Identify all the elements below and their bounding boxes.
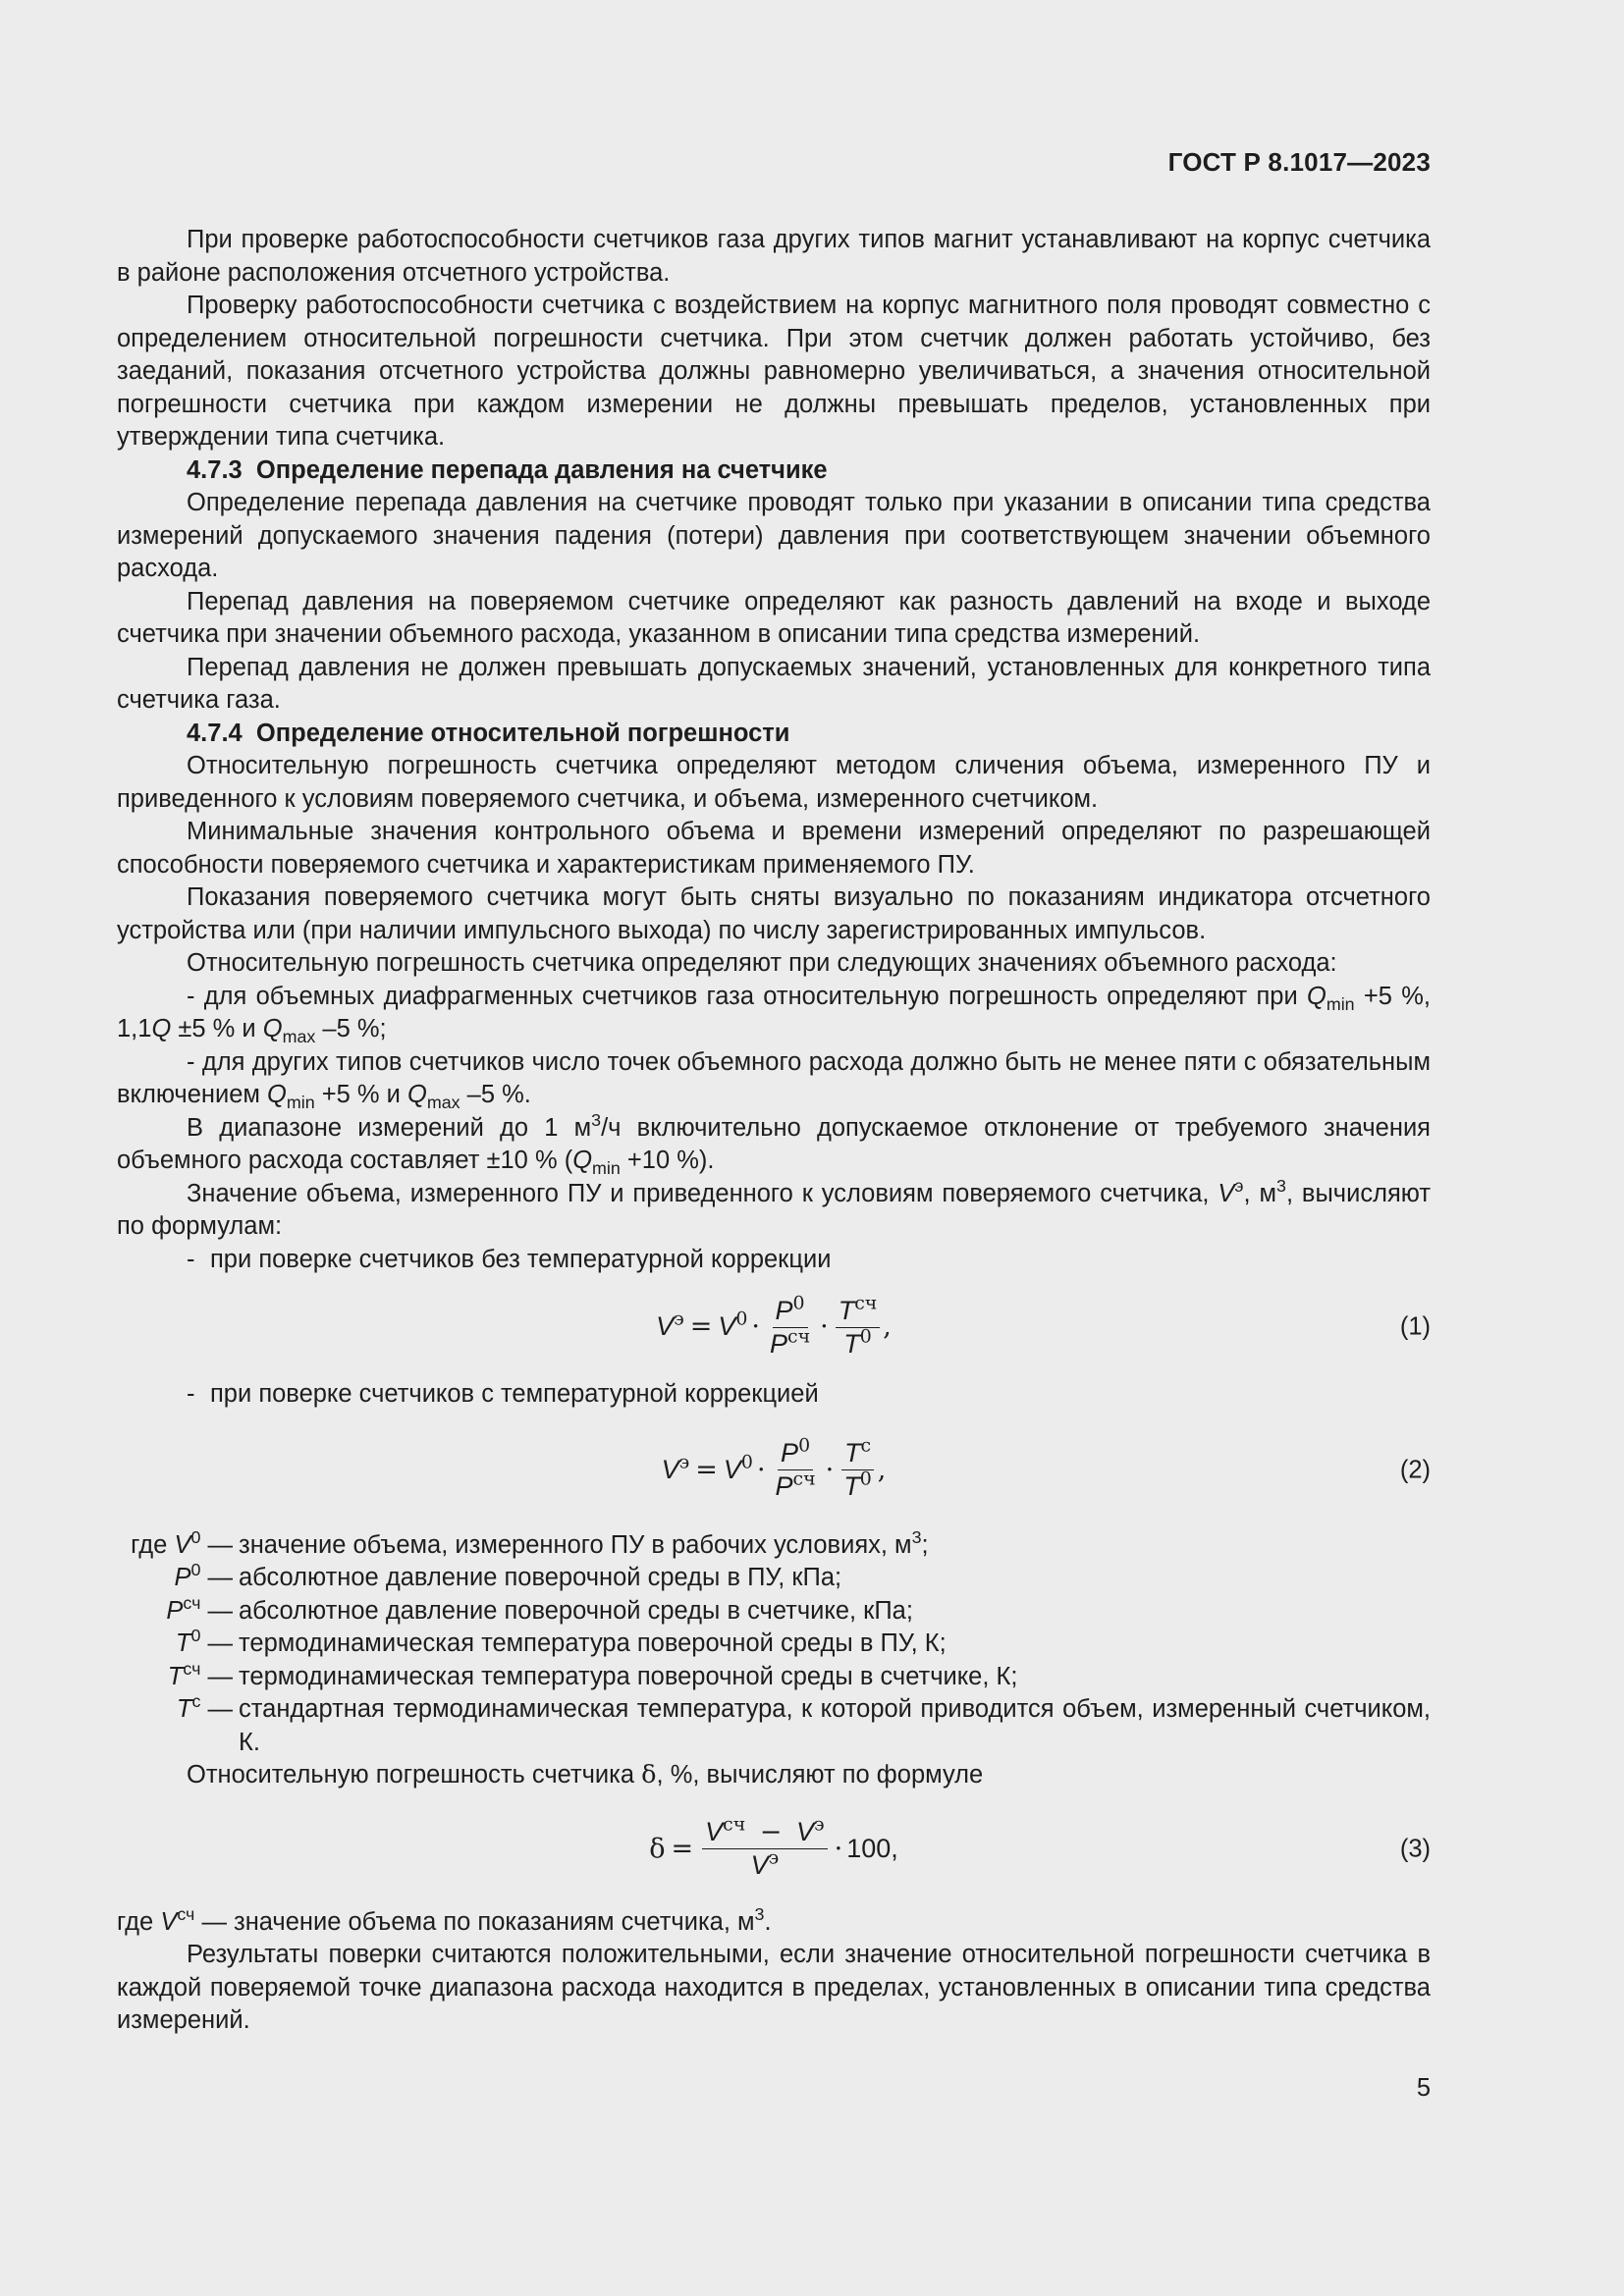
definition-row: где $V^{сч}$ — значение объема по показаниям счетчика, $м^3$. <box>117 1903 772 1936</box>
paragraph: Перепад давления на поверяемом счетчике определяют как разность давлений на входе и выходе счетчика при значении объемного расхода, указанном в описании типа средства измерений. <box>117 587 1431 648</box>
formula-number: (3) <box>1399 1834 1431 1862</box>
document-number: ГОСТ Р 8.1017—2023 <box>1167 147 1431 177</box>
paragraph: Результаты поверки считаются положительными, если значение относительной погрешности счетчика в каждой поверяемой точке диапазона расхода находится в пределах, установленных в описании типа средства измерений. <box>117 1941 1431 2034</box>
definition-row: $T^{сч}$ — термодинамическая температура поверочной среды в счетчике, К; <box>167 1658 1018 1690</box>
section-heading-4-7-4 <box>117 718 1431 751</box>
paragraph: Проверку работоспособности счетчика с воздействием на корпус магнитного поля проводят совместно с определением относительной погрешности счетчика. При этом счетчик должен работать устойчиво, без заеданий, показания отсчетного устройства должны равномерно увеличиваться, а значения относительной погрешности счетчика при каждом измерении не должны превышать пределов, установленных при утверждении типа счетчика. <box>117 292 1431 451</box>
definition-row: $P^{сч}$ — абсолютное давление поверочной среды в счетчике, кПа; <box>166 1592 913 1625</box>
paragraph: Относительную погрешность счетчика δ, %, вычисляют по формуле <box>187 1760 984 1789</box>
paragraph: При проверке работоспособности счетчиков газа других типов магнит устанавливают на корпус счетчика в районе расположения отсчетного устройства. <box>117 226 1431 287</box>
formula-3: δ = $\frac{V^{сч} - V^э}{V^э}$ · 100, (3) <box>649 1813 1431 1880</box>
section-title: Определение относительной погрешности <box>255 719 790 747</box>
formula-1: $V^э$ = $V^0$ · $\frac{P^0}{P^{сч}}$ · $\frac{T^{сч}}{T^0}$ , (1) <box>656 1292 1431 1359</box>
page-number: 5 <box>1416 2074 1431 2102</box>
section-number: 4.7.3 <box>187 455 243 484</box>
definition-row: $P^0$ — абсолютное давление поверочной среды в ПУ, кПа; <box>174 1560 842 1591</box>
paragraph: Минимальные значения контрольного объема и времени измерений определяют по разрешающей способности поверяемого счетчика и характеристикам применяемого ПУ. <box>117 818 1431 879</box>
paragraph: Значение объема, измеренного ПУ и приведенного к условиям поверяемого счетчика, $V^э$, $м^3$, вычисляют по формулам: <box>117 1175 1432 1240</box>
paragraph: В диапазоне измерений до 1 $м^3/ч$ включительно допускаемое отклонение от требуемого значения объемного расхода составляет ±10 % ($Q_{min} +10$ %). <box>117 1109 1431 1179</box>
paragraph: Относительную погрешность счетчика определяют при следующих значениях объемного расхода: <box>187 949 1337 977</box>
definition-row: $T^0$ — термодинамическая температура поверочной среды в ПУ, К; <box>175 1626 947 1657</box>
page-body <box>117 224 1431 2038</box>
symbol-definitions <box>117 1526 1431 1760</box>
formula-number: (1) <box>1399 1312 1431 1341</box>
section-heading-4-7-3 <box>117 454 1431 488</box>
formula-2: $V^э$ = $V^0$ · $\frac{P^0}{P^{сч}}$ · $\frac{T^с}{T^0}$ , (2) <box>661 1434 1431 1501</box>
formula-number: (2) <box>1399 1455 1431 1483</box>
bullet-item: - для других типов счетчиков число точек объемного расхода должно быть не менее пяти с обязательным включением $Q_{min} +5$ % и $Q_{max}$ –5 %. <box>117 1047 1431 1113</box>
bullet-item: - при поверке счетчиков с температурной коррекцией <box>187 1380 819 1408</box>
bullet-item: - при поверке счетчиков без температурной коррекции <box>187 1245 832 1273</box>
paragraph: Определение перепада давления на счетчике проводят только при указании в описании типа средства измерений допускаемого значения падения (потери) давления при соответствующем значении объемного расхода. <box>117 489 1431 582</box>
section-number: 4.7.4 <box>187 719 243 747</box>
definition-row: $T^с$ — стандартная термодинамическая температура, к которой приводится объем, измеренный счетчиком, К. <box>176 1691 1431 1756</box>
paragraph: Перепад давления не должен превышать допускаемых значений, установленных для конкретного типа счетчика газа. <box>117 653 1431 714</box>
bullet-item: - для объемных диафрагменных счетчиков газа относительную погрешность определяют при $Q_{min} +5$ %, 1,1Q ±5 % и $Q_{max}$ –5 %; <box>117 982 1431 1047</box>
definition-row: где $V^0$ — значение объема, измеренного ПУ в рабочих условиях, $м^3$; <box>131 1526 929 1559</box>
section-title: Определение перепада давления на счетчике <box>255 455 828 484</box>
paragraph: Относительную погрешность счетчика определяют методом сличения объема, измеренного ПУ и приведенного к условиям поверяемого счетчика, и объема, измеренного счетчиком. <box>117 752 1431 813</box>
paragraph: Показания поверяемого счетчика могут быть сняты визуально по показаниям индикатора отсчетного устройства или (при наличии импульсного выхода) по числу зарегистрированных импульсов. <box>117 883 1431 944</box>
